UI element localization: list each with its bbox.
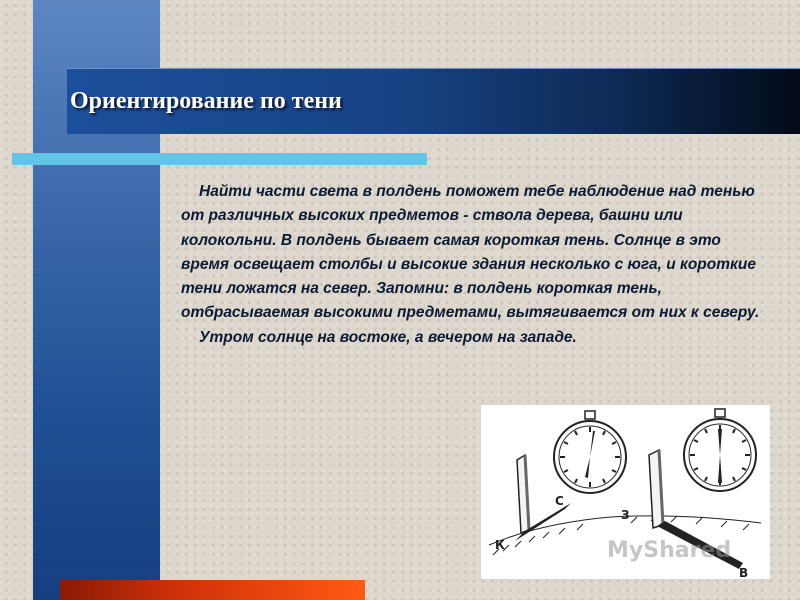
label-left-k: К	[495, 538, 505, 552]
paragraph-1: Найти части света в полдень поможет тебе наблюдение над тенью от различных высоких предметов - ствола дерева, башни или колокольни. В полдень бывает самая короткая тень. Солнце в это время освещает столбы и высокие здания несколько с юга, и короткие тени ложатся на север. Запомни: в полдень короткая тень, отбрасываемая высокими предметами, вытягивается от них к северу.	[181, 183, 760, 322]
slide-title: Ориентирование по тени	[70, 88, 342, 114]
paragraph-2: Утром солнце на востоке, а вечером на западе.	[199, 328, 577, 346]
left-pole	[517, 455, 529, 533]
cyan-stripe	[12, 153, 427, 165]
left-clock-icon	[554, 411, 626, 493]
label-right-b: В	[739, 566, 749, 579]
watermark-text: MyShared	[607, 538, 732, 563]
bottom-accent-bar	[60, 580, 365, 600]
label-right-3: З	[621, 508, 630, 522]
label-left-c: С	[555, 494, 564, 508]
right-clock-icon	[684, 409, 756, 491]
body-text	[181, 180, 761, 350]
